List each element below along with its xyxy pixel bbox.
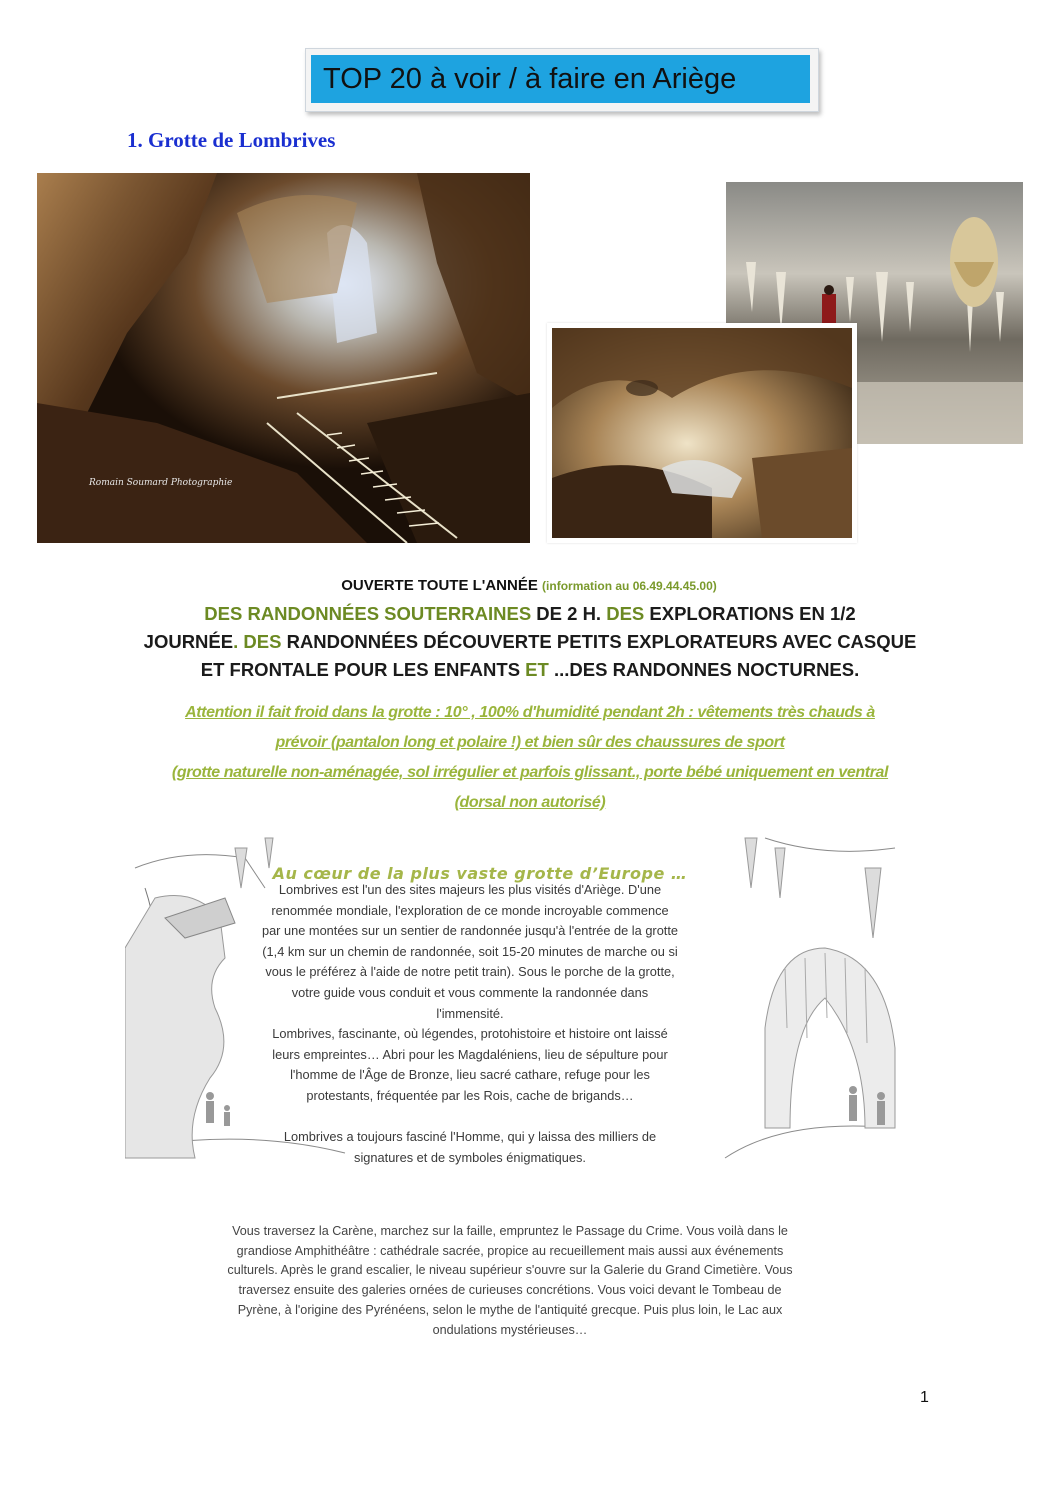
text-line: leurs empreintes… Abri pour les Magdaléniens, lieu de sépulture pour xyxy=(272,1046,668,1062)
section-heading: 1. Grotte de Lombrives xyxy=(127,128,336,152)
activity-text: ...DES RANDONNES NOCTURNES. xyxy=(553,659,860,680)
page-title: TOP 20 à voir / à faire en Ariège xyxy=(311,55,810,103)
opening-line xyxy=(0,577,1058,594)
photo-watermark: Romain Soumard Photographie xyxy=(89,478,233,488)
text-line: Lombrives a toujours fasciné l'Homme, qui y laissa des milliers de xyxy=(283,1129,657,1145)
text-line: ondulations mystérieuses… xyxy=(432,1322,588,1337)
main-cave-photo xyxy=(37,173,530,543)
text-line: traversez ensuite des galeries ornées de curieuses concrétions. Vous voici devant le Tombeau de xyxy=(238,1283,782,1298)
warning-line: (dorsal non autorisé) xyxy=(454,794,606,811)
sketch-paragraph xyxy=(240,880,700,1168)
gallery-photo xyxy=(547,323,857,543)
second-paragraph xyxy=(190,1222,830,1340)
activities-text xyxy=(120,600,940,684)
text-line: (1,4 km sur un chemin de randonnée, soit 15-20 minutes de marche ou si xyxy=(262,943,678,959)
activity-text: DES RANDONNÉES SOUTERRAINES xyxy=(204,603,537,624)
text-line: l'homme de l'Âge de Bronze, lieu sacré cathare, refuge pour les xyxy=(290,1067,650,1083)
text-line: Vous traversez la Carène, marchez sur la faille, empruntez le Passage du Crime. Vous voilà dans le xyxy=(232,1224,788,1238)
text-line: Lombrives est l'un des sites majeurs les plus visités d'Ariège. D'une xyxy=(278,882,662,897)
title-box xyxy=(305,48,819,112)
activity-text: JOURNÉE xyxy=(143,631,234,652)
activity-text: RANDONNÉES DÉCOUVERTE PETITS EXPLORATEURS AVEC CASQUE xyxy=(286,631,917,652)
activity-text: . DES xyxy=(233,631,287,652)
text-line xyxy=(240,1107,700,1128)
warning-line: (grotte naturelle non-aménagée, sol irrégulier et parfois glissant., porte bébé uniquement en ventral xyxy=(171,764,889,781)
text-line: grandiose Amphithéâtre : cathédrale sacrée, propice au recueillement mais aussi aux événements xyxy=(236,1243,784,1258)
warning-text xyxy=(120,698,940,818)
text-line: l'immensité. xyxy=(436,1005,504,1021)
text-line: protestants, fréquentée par les Rois, cache de brigands… xyxy=(306,1087,634,1103)
sketch-heading: Au cœur de la plus vaste grotte d’Europe … xyxy=(272,864,688,883)
activity-text: ET xyxy=(520,659,554,680)
opening-info: (information au 06.49.44.45.00) xyxy=(542,579,717,593)
text-line: Lombrives, fascinante, où légendes, protohistoire et histoire ont laissé xyxy=(272,1026,668,1042)
text-line: votre guide vous conduit et vous commente la randonnée dans xyxy=(291,984,649,1000)
activity-text: DE 2 H. xyxy=(536,603,602,624)
text-line: culturels. Après le grand escalier, le niveau supérieur s'ouvre sur la Galerie du Grand Cimetière. Vous xyxy=(227,1263,793,1278)
text-line: renommée mondiale, l'exploration de ce monde incroyable commence xyxy=(271,902,669,918)
activity-text: DES xyxy=(601,603,650,624)
text-line: vous le préférez à l'aide de notre petit train). Sous le porche de la grotte, xyxy=(265,964,675,980)
activity-text: ET FRONTALE POUR LES ENFANTS xyxy=(200,659,521,680)
activity-text: EXPLORATIONS EN 1/2 xyxy=(649,603,856,624)
warning-line: Attention il fait froid dans la grotte : 10° , 100% d'humidité pendant 2h : vêtements très chauds à xyxy=(185,704,875,721)
text-line: Pyrène, à l'origine des Pyrénéens, selon le mythe de l'antiquité grecque. Puis plus loin, le Lac aux xyxy=(237,1302,783,1317)
warning-line: prévoir (pantalon long et polaire !) et bien sûr des chaussures de sport xyxy=(275,734,785,751)
text-line: par une montées sur un sentier de randonnée jusqu'à l'entrée de la grotte xyxy=(261,923,679,939)
page-number: 1 xyxy=(920,1389,929,1406)
opening-label: OUVERTE TOUTE L'ANNÉE xyxy=(341,577,538,594)
text-line: signatures et de symboles énigmatiques. xyxy=(354,1149,586,1165)
